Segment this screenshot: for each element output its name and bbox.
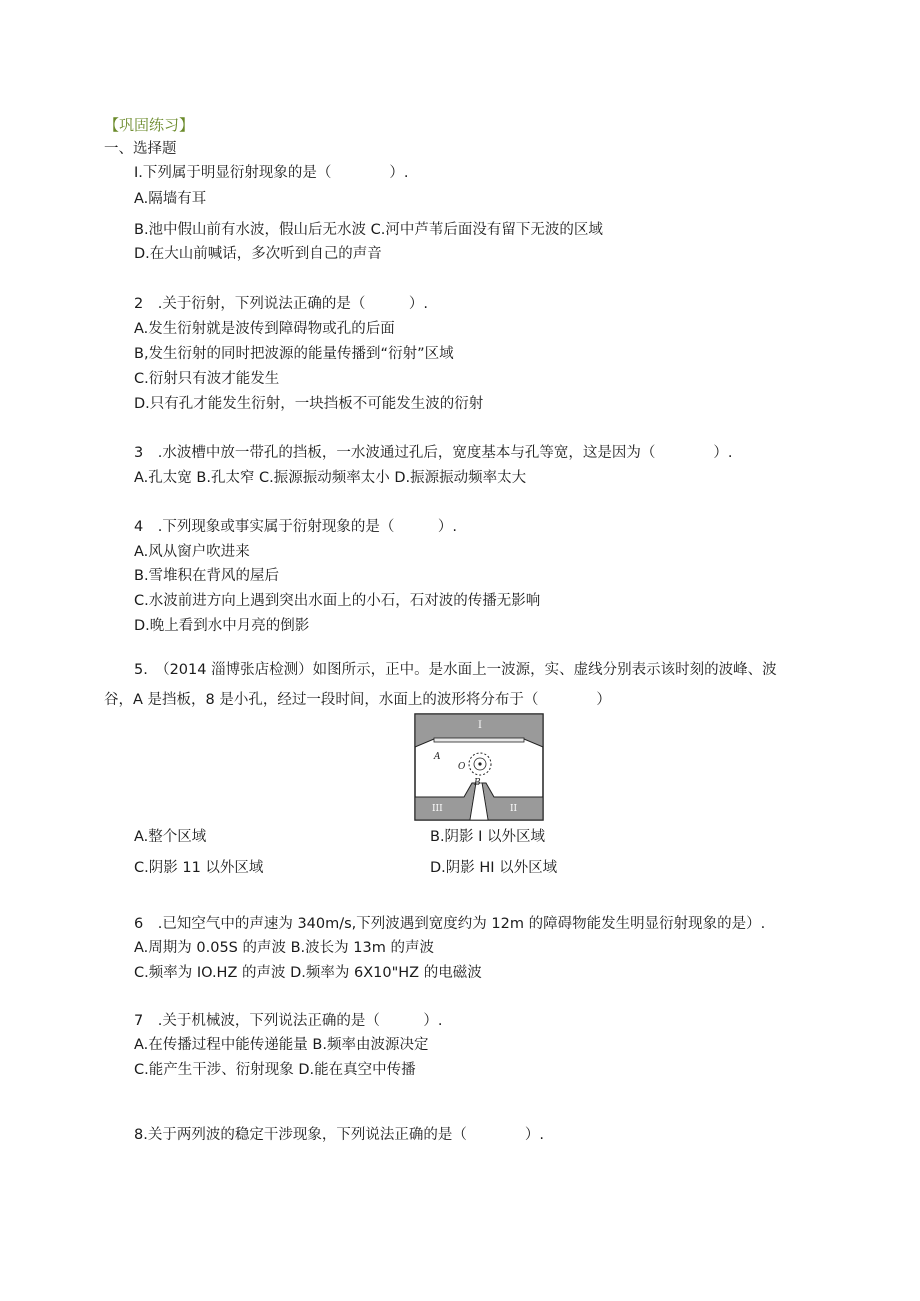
question-1-option-a: A.隔墙有耳 — [134, 191, 207, 207]
region-1-label: I — [478, 720, 482, 731]
question-4-stem: 4 .下列现象或事实属于衍射现象的是（ ）. — [134, 519, 457, 535]
question-5-option-c: C.阴影 11 以外区域 — [134, 860, 264, 876]
question-2-stem: 2 .关于衍射，下列说法正确的是（ ）. — [134, 296, 428, 312]
question-2-option-b: B,发生衍射的同时把波源的能量传播到“衍射”区域 — [134, 346, 454, 362]
question-5-stem-line2: 谷，A 是挡板，8 是小孔，经过一段时间，水面上的波形将分布于（ ） — [104, 692, 611, 708]
barrier-label: A — [434, 752, 441, 762]
region-2-label: II — [510, 804, 518, 814]
question-4-option-b: B.雪堆积在背风的屋后 — [134, 568, 280, 584]
question-7-options-cd: C.能产生干涉、衍射现象 D.能在真空中传播 — [134, 1062, 416, 1078]
question-5-stem-line1: 5. （2014 淄博张店检测）如图所示，正中。是水面上一波源，实、虚线分别表示该时刻的波峰、波 — [134, 662, 777, 678]
question-4-option-a: A.风从窗户吹进来 — [134, 544, 250, 560]
question-3-stem: 3 .水波槽中放一带孔的挡板，一水波通过孔后，宽度基本与孔等宽，这是因为（ ）. — [134, 445, 733, 461]
section-title: 【巩固练习】 — [104, 116, 195, 134]
question-1-stem: I.下列属于明显衍射现象的是（ ）. — [134, 165, 409, 181]
question-5-option-b: B.阴影 I 以外区域 — [430, 829, 546, 845]
question-5-option-d: D.阴影 HI 以外区域 — [430, 860, 558, 876]
question-4-option-c: C.水波前进方向上遇到突出水面上的小石，石对波的传播无影响 — [134, 593, 541, 609]
wave-tank-figure — [414, 713, 544, 821]
question-3-options: A.孔太宽 B.孔太窄 C.振源振动频率太小 D.振源振动频率太大 — [134, 470, 527, 486]
question-5-option-a: A.整个区域 — [134, 829, 207, 845]
question-4-option-d: D.晚上看到水中月亮的倒影 — [134, 618, 310, 634]
question-6-options-ab: A.周期为 0.05S 的声波 B.波长为 13m 的声波 — [134, 940, 434, 956]
question-1-option-d: D.在大山前喊话，多次听到自己的声音 — [134, 246, 382, 262]
source-label: O — [458, 762, 466, 772]
question-2-option-a: A.发生衍射就是波传到障碍物或孔的后面 — [134, 321, 395, 337]
question-7-stem: 7 .关于机械波，下列说法正确的是（ ）. — [134, 1013, 443, 1029]
question-2-option-d: D.只有孔才能发生衍射，一块挡板不可能发生波的衍射 — [134, 396, 484, 412]
question-8-stem: 8.关于两列波的稳定干涉现象，下列说法正确的是（ ）. — [134, 1127, 544, 1143]
question-2-option-c: C.衍射只有波才能发生 — [134, 371, 280, 387]
hole-label: B — [474, 778, 481, 788]
region-3-label: III — [432, 804, 443, 814]
part-title: 一、选择题 — [104, 141, 177, 157]
question-1-option-bc: B.池中假山前有水波，假山后无水波 C.河中芦苇后面没有留下无波的区域 — [134, 222, 603, 238]
question-6-options-cd: C.频率为 IO.HZ 的声波 D.频率为 6X10"HZ 的电磁波 — [134, 965, 482, 981]
question-6-stem: 6 .已知空气中的声速为 340m∕s,下列波遇到宽度约为 12m 的障碍物能发生明显衍射现象的是）. — [134, 916, 766, 932]
question-7-options-ab: A.在传播过程中能传递能量 B.频率由波源决定 — [134, 1037, 429, 1053]
